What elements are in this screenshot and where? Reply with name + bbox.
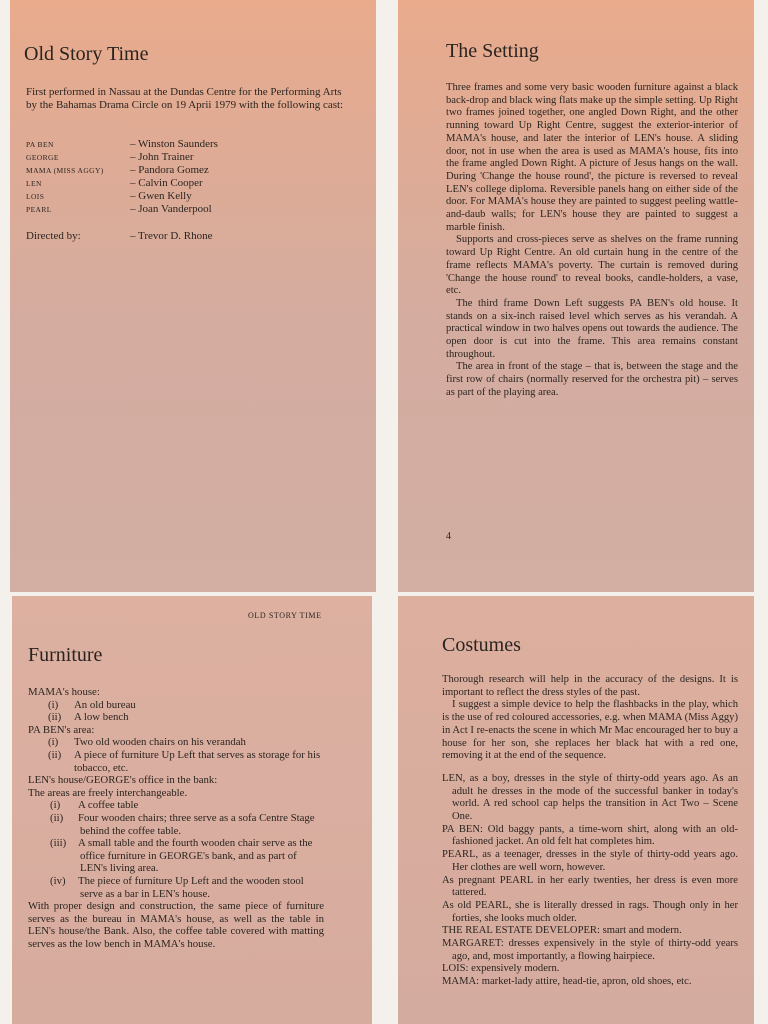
item-number: (ii) [48,711,62,724]
paragraph: The third frame Down Left suggests PA BEN's old house. It stands on a six-inch raised level which serves as his verandah. A practical window in two halves opens out towards the audience. The open door is cut into the frame. This area remains constant throughout. [446,297,738,360]
setting-body [446,82,738,400]
directed-by-label: Directed by: [26,230,81,242]
page-furniture [12,596,372,1024]
intro-text: First performed in Nassau at the Dundas Centre for the Performing Arts by the Bahamas Drama Circle on 19 Aprii 1979 with the following cast: [26,86,344,111]
list-item [28,711,324,724]
item-number: (ii) [50,811,64,824]
cast-role: LEN [26,179,42,188]
cast-role: MAMA (MISS AGGY) [26,166,104,175]
closing-paragraph: With proper design and construction, the same piece of furniture serves as the bureau in MAMA's house, as well as the table in LEN's house/the Bank. Also, the coffee table covered with matting serves as the low bench in MAMA's house. [28,900,324,950]
item-number: (i) [50,799,61,812]
cast-actor: – Joan Vanderpool [130,203,212,215]
costume-entry: PEARL, as a teenager, dresses in the style of thirty-odd years ago. Her clothes are well worn, however. [442,849,738,873]
cast-role: GEORGE [26,153,59,162]
page-the-setting [398,0,754,592]
item-number: (i) [48,698,59,711]
page-costumes [398,596,754,1024]
item-number: (i) [48,736,59,749]
section-heading: PA BEN's area: [28,723,95,736]
list-item [28,699,324,712]
director-name: – Trevor D. Rhone [130,230,213,242]
item-text: A piece of furniture Up Left that serves as storage for his tobacco, etc. [74,748,321,774]
paragraph: The area in front of the stage – that is, between the stage and the first row of chairs (normally reserved for the orchestra pit) – serves as part of the playing area. [446,361,738,398]
paragraph: Thorough research will help in the accuracy of the designs. It is important to reflect the dress styles of the past. [442,674,738,698]
furniture-body [28,686,324,950]
cast-actor: – Calvin Cooper [130,177,203,189]
item-number: (iv) [50,874,66,887]
running-head: OLD STORY TIME [248,611,322,620]
list-item [28,837,324,875]
page-title: Costumes [442,634,521,656]
list-item [28,736,324,749]
costumes-body [442,674,738,989]
item-number: (ii) [48,748,62,761]
page-title: Old Story Time [24,43,149,65]
costume-entry: As pregnant PEARL in her early twenties, her dress is even more tattered. [442,874,738,899]
cast-role: PEARL [26,205,52,214]
costume-entry: As old PEARL, she is literally dressed in rags. Though only in her forties, she looks much older. [442,899,738,924]
spacer [442,763,738,773]
item-text: A small table and the fourth wooden chair serve as the office furniture in GEORGE's bank, and as part of LEN's living area. [78,837,313,875]
costume-entry: THE REAL ESTATE DEVELOPER: smart and modern. [442,925,682,937]
cast-row [26,138,346,151]
cast-actor: – Winston Saunders [130,138,218,150]
costume-entry: MARGARET: dresses expensively in the style of thirty-odd years ago, and, most importantly, a flowing hairpiece. [442,938,738,962]
cast-role: PA BEN [26,140,54,149]
cast-actor: – Gwen Kelly [130,190,192,202]
page-title: Furniture [28,644,103,666]
cast-row [26,177,346,190]
page-title: The Setting [446,40,539,62]
paragraph: I suggest a simple device to help the flashbacks in the play, which is the use of red coloured accessories, e.g. when MAMA (Miss Aggy) in Act I re-enacts the scene in which Mr Mac encouraged her to buy a house for her son, she replaces her black hat with a red one, removing it at the end of the sequence. [442,699,738,762]
paragraph: Supports and cross-pieces serve as shelves on the frame running toward Up Right Centre. An old curtain hung in the centre of the frame reflects MAMA's poverty. The curtain is removed during 'Change the house round' to reveal books, candle-holders, a vase, etc. [446,234,738,297]
costume-entry: LOIS: expensively modern. [442,963,560,975]
item-text: The piece of furniture Up Left and the wooden stool serve as a bar in LEN's house. [78,874,304,900]
list-item [28,875,324,900]
paragraph: Three frames and some very basic wooden furniture against a black back-drop and black wing flats make up the simple setting. Up Right two frames joined together, one angled Down Right, and the other running toward Up Right Centre, suggest the exterior-interior of MAMA's house, and later the interior of LEN's house. A sliding door, not in use when the area is used as MAMA's house, fits into the frame angled Down Right. A picture of Jesus hangs on the wall. During 'Change the house round', the picture is reversed to reveal LEN's college diploma. Reversible panels hang on either side of the door. For MAMA's house they are painted to suggest peeling wattle-and-daub walls; for LEN's house they are painted to suggest a marble finish. [446,82,738,233]
cast-role: LOIS [26,192,45,201]
item-text: A low bench [74,711,129,724]
cast-row [26,164,346,177]
list-item [28,812,324,837]
costume-entry: MAMA: market-lady attire, head-tie, apron, old shoes, etc. [442,976,692,988]
item-text: Two old wooden chairs on his verandah [74,736,246,749]
cast-row [26,151,346,164]
item-text: A coffee table [78,799,139,812]
section-subheading: The areas are freely interchangeable. [28,786,188,799]
page-old-story-time [10,0,376,592]
item-text: An old bureau [74,698,136,711]
director-credit [26,230,213,242]
cast-list [26,138,346,216]
costume-entry: LEN, as a boy, dresses in the style of thirty-odd years ago. As an adult he dresses in the mode of the successful banker in today's world. A red school cap helps the transition in Act Two – Scene One. [442,772,738,823]
cast-row [26,203,346,216]
list-item [28,749,324,774]
list-item [28,799,324,812]
section-heading: LEN's house/GEORGE's office in the bank: [28,774,218,787]
page-number: 4 [446,531,451,542]
section-heading: MAMA's house: [28,686,100,698]
item-number: (iii) [50,837,67,850]
cast-actor: – Pandora Gomez [130,164,209,176]
cast-row [26,190,346,203]
cast-actor: – John Trainer [130,151,194,163]
item-text: Four wooden chairs; three serve as a sofa Centre Stage behind the coffee table. [78,811,315,837]
costume-entry: PA BEN: Old baggy pants, a time-worn shirt, along with an old-fashioned jacket. An old felt hat completes him. [442,823,738,848]
